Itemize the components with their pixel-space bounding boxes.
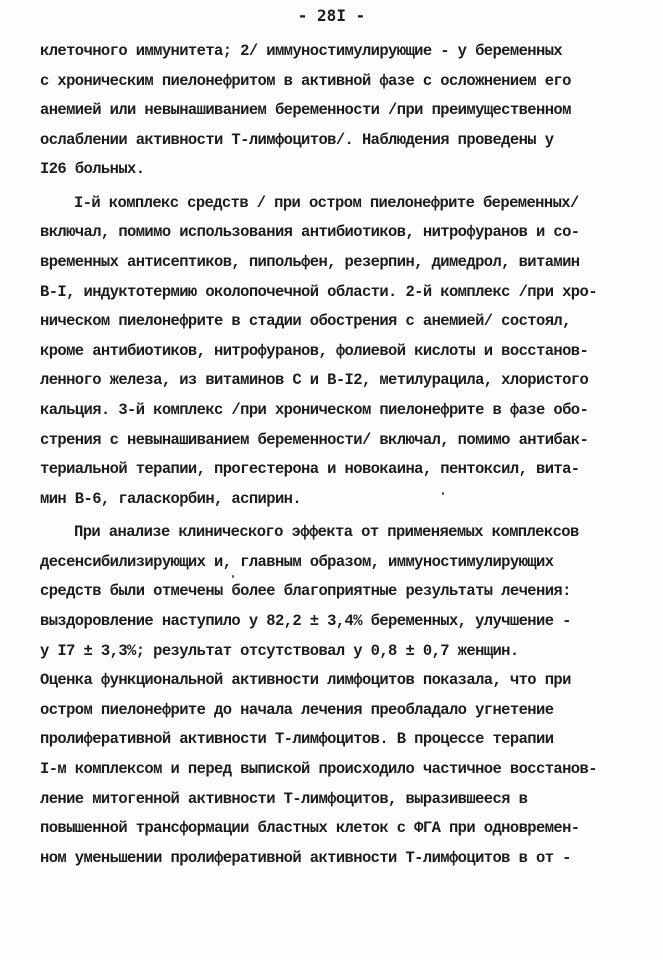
- text-line: с хроническим пиелонефритом в активной фазе с осложнением его: [40, 72, 571, 90]
- text-line: клеточного иммунитета; 2/ иммуностимулирующие - у беременных: [40, 42, 563, 60]
- text-line: мин В-6, галаскорбин, аспирин.: [40, 490, 302, 508]
- text-line: териальной терапии, прогестерона и новокаина, пентоксил, вита-: [40, 460, 580, 478]
- text-line: десенсибилизирующих и, главным образом, иммуностимулирующих: [40, 553, 554, 571]
- text-line: При анализе клинического эффекта от применяемых комплексов: [74, 523, 579, 541]
- text-line: анемией или невынашиванием беременности /при преимущественном: [40, 101, 571, 119]
- text-line: В-I, индуктотермию околопочечной области. 2-й комплекс /при хро-: [40, 283, 597, 301]
- text-line: ленного железа, из витаминов С и В-I2, метилурацила, хлористого: [40, 371, 589, 389]
- text-line: I-й комплекс средств / при остром пиелонефрите беременных/: [74, 194, 579, 212]
- text-line: временных антисептиков, пипольфен, резерпин, димедрол, витамин: [40, 253, 580, 271]
- speck-mark: [232, 575, 234, 578]
- text-line: средств были отмечены более благоприятные результаты лечения:: [40, 582, 571, 600]
- text-line: включал, помимо использования антибиотиков, нитрофуранов и со-: [40, 223, 580, 241]
- text-line: I-м комплексом и перед выпиской происходило частичное восстанов-: [40, 760, 597, 778]
- page-number: - 28I -: [297, 6, 366, 25]
- text-line: у I7 ± 3,3%; результат отсутствовал у 0,8 ± 0,7 женщин.: [40, 642, 519, 660]
- text-line: ление митогенной активности Т-лимфоцитов, выразившееся в: [40, 790, 528, 808]
- text-line: выздоровление наступило у 82,2 ± 3,4% беременных, улучшение -: [40, 612, 571, 630]
- text-line: остром пиелонефрите до начала лечения преобладало угнетение: [40, 701, 554, 719]
- text-line: повышенной трансформации бластных клеток с ФГА при одновремен-: [40, 819, 580, 837]
- text-line: стрения с невынашиванием беременности/ включал, помимо антибак-: [40, 431, 589, 449]
- text-line: кальция. 3-й комплекс /при хроническом пиелонефрите в фазе обо-: [40, 401, 589, 419]
- speck-mark: [442, 492, 444, 495]
- text-line: Оценка функциональной активности лимфоцитов показала, что при: [40, 671, 571, 689]
- text-line: I26 больных.: [40, 160, 145, 178]
- text-line: пролиферативной активности Т-лимфоцитов. В процессе терапии: [40, 730, 554, 748]
- text-line: ническом пиелонефрите в стадии обострения с анемией/ состоял,: [40, 312, 571, 330]
- text-line: ном уменьшении пролиферативной активности Т-лимфоцитов в от -: [40, 849, 571, 867]
- text-line: ослаблении активности Т-лимфоцитов/. Наблюдения проведены у: [40, 131, 554, 149]
- text-line: кроме антибиотиков, нитрофуранов, фолиевой кислоты и восстанов-: [40, 342, 589, 360]
